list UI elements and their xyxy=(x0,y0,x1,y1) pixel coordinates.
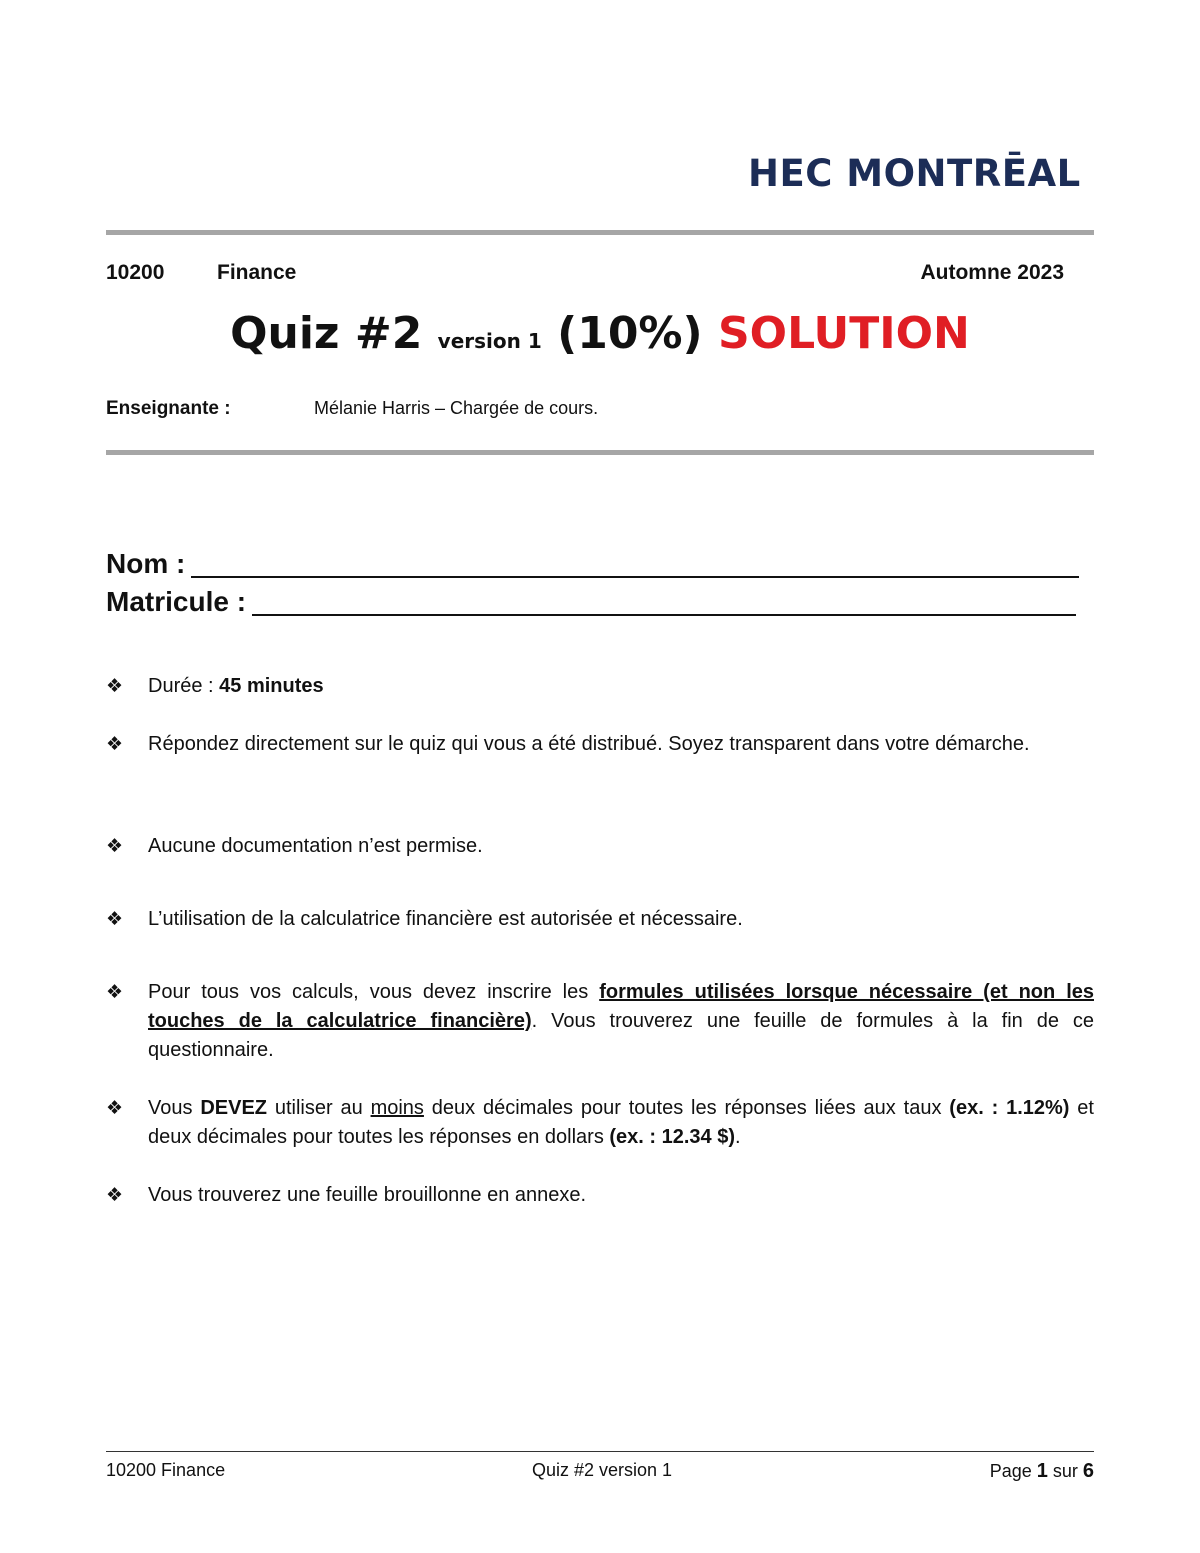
footer-page-number: Page 1 sur 6 xyxy=(989,1460,1094,1482)
instruction-duration: ❖ Durée : 45 minutes xyxy=(106,672,1094,701)
bullet-icon: ❖ xyxy=(106,1097,124,1119)
bullet-icon: ❖ xyxy=(106,981,124,1003)
course-code: 10200 xyxy=(106,261,165,284)
section-divider xyxy=(106,450,1094,455)
instruction-answer-directly: ❖ Répondez directement sur le quiz qui vous a été distribué. Soyez transparent dans votre démarche. xyxy=(106,730,1094,759)
hec-montreal-logo: HEC MONTRĒAL xyxy=(748,152,1081,195)
student-id-blank-line[interactable] xyxy=(252,586,1076,616)
footer-quiz: Quiz #2 version 1 xyxy=(532,1460,673,1480)
bullet-icon: ❖ xyxy=(106,908,124,930)
course-name: Finance xyxy=(217,261,297,284)
solution-label: SOLUTION xyxy=(717,308,970,359)
teacher-name: Mélanie Harris – Chargée de cours. xyxy=(314,398,599,418)
instruction-formulas: ❖ Pour tous vos calculs, vous devez inscrire les formules utilisées lorsque nécessaire (et non les touches de la calculatrice financière). Vous trouverez une feuille de formules à la fin de ce questionnaire. xyxy=(106,978,1094,1065)
footer-course: 10200 Finance xyxy=(106,1460,226,1480)
footer-divider xyxy=(106,1451,1094,1452)
bullet-icon: ❖ xyxy=(106,733,124,755)
bullet-icon: ❖ xyxy=(106,835,124,857)
header-divider xyxy=(106,230,1094,235)
bullet-icon: ❖ xyxy=(106,675,124,697)
bullet-icon: ❖ xyxy=(106,1184,124,1206)
instruction-scratch-sheet: ❖ Vous trouverez une feuille brouillonne en annexe. xyxy=(106,1181,1094,1210)
semester: Automne 2023 xyxy=(920,261,1064,284)
name-blank-line[interactable] xyxy=(191,548,1079,578)
quiz-title: Quiz #2 xyxy=(230,308,423,359)
name-field xyxy=(106,548,1079,580)
student-id-label: Matricule : xyxy=(106,586,247,617)
teacher-label: Enseignante : xyxy=(106,398,231,419)
instruction-decimals: ❖ Vous DEVEZ utiliser au moins deux décimales pour toutes les réponses liées aux taux (ex. : 1.12%) et deux décimales pour toutes les réponses en dollars (ex. : 12.34 $). xyxy=(106,1094,1094,1152)
instruction-no-documentation: ❖ Aucune documentation n’est permise. xyxy=(106,832,1094,861)
instruction-calculator: ❖ L’utilisation de la calculatrice financière est autorisée et nécessaire. xyxy=(106,905,1094,934)
page-title xyxy=(0,308,1200,359)
student-id-field xyxy=(106,586,1076,618)
quiz-version: version 1 xyxy=(437,329,542,353)
quiz-weight: (10%) xyxy=(557,308,703,359)
name-label: Nom : xyxy=(106,548,186,579)
